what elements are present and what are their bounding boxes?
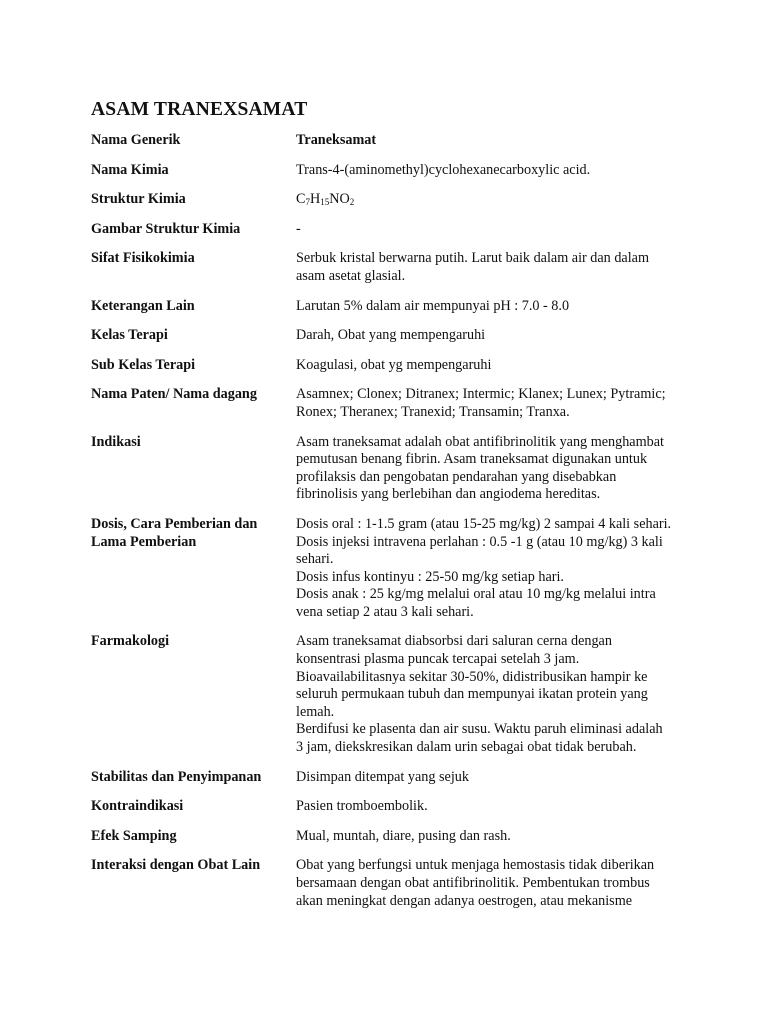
value-line: Koagulasi, obat yg mempengaruhi <box>296 356 492 373</box>
row-value <box>296 769 711 787</box>
row-value <box>296 633 711 756</box>
row-label: Interaksi dengan Obat Lain <box>91 857 261 874</box>
value-line: Dosis anak : 25 kg/mg melalui oral atau 10 mg/kg melalui intra <box>296 586 656 603</box>
row-label: Nama Kimia <box>91 161 169 178</box>
value-line: Asam traneksamat adalah obat antifibrinolitik yang menghambat <box>296 433 664 450</box>
value-line: lemah. <box>296 703 335 720</box>
row-interaksi <box>91 857 711 910</box>
row-label: Farmakologi <box>91 633 170 650</box>
row-label: Dosis, Cara Pemberian dan Lama Pemberian <box>91 515 258 550</box>
row-farmakologi <box>91 633 711 756</box>
row-value <box>296 132 711 150</box>
value-line: Ronex; Theranex; Tranexid; Transamin; Tranxa. <box>296 403 570 420</box>
formula-carbon: C <box>296 191 306 208</box>
value-line: fibrinolisis yang berlebihan dan angiodema hereditas. <box>296 486 601 503</box>
value-line: 3 jam, diekskresikan dalam urin sebagai obat tidak berubah. <box>296 739 637 756</box>
row-label: Keterangan Lain <box>91 297 195 314</box>
row-value <box>296 516 711 622</box>
row-label: Kontraindikasi <box>91 798 184 815</box>
value-line: Asamnex; Clonex; Ditranex; Intermic; Klanex; Lunex; Pytramic; <box>296 386 666 403</box>
row-value <box>296 857 711 910</box>
formula-hydrogen-count: 15 <box>320 197 330 208</box>
value-line: Dosis oral : 1-1.5 gram (atau 15-25 mg/kg) 2 sampai 4 kali sehari. <box>296 515 672 532</box>
row-stabilitas <box>91 769 711 787</box>
row-gambar-struktur <box>91 221 711 239</box>
row-value <box>296 162 711 180</box>
value-line: konsentrasi plasma puncak tercapai setelah 3 jam. <box>296 651 580 668</box>
row-label: Gambar Struktur Kimia <box>91 220 241 237</box>
value-line: Obat yang berfungsi untuk menjaga hemostasis tidak diberikan <box>296 857 655 874</box>
value-line: asam asetat glasial. <box>296 267 406 284</box>
row-indikasi <box>91 434 711 504</box>
value-line: seluruh permukaan tubuh dan mempunyai ikatan protein yang <box>296 686 648 703</box>
row-label: Nama Generik <box>91 132 181 148</box>
row-sifat-fisikokimia <box>91 250 711 285</box>
value-line: Trans-4-(aminomethyl)cyclohexanecarboxylic acid. <box>296 161 591 178</box>
row-label: Sifat Fisikokimia <box>91 250 195 267</box>
value-line: akan meningkat dengan adanya oestrogen, atau mekanisme <box>296 892 633 909</box>
value-line: Darah, Obat yang mempengaruhi <box>296 327 486 344</box>
row-efek-samping <box>91 828 711 846</box>
value-line: - <box>296 220 301 237</box>
value-line: Asam traneksamat diabsorbsi dari saluran cerna dengan <box>296 633 612 650</box>
value-line: Dosis injeksi intravena perlahan : 0.5 -1 g (atau 10 mg/kg) 3 kali <box>296 533 663 550</box>
row-value <box>296 221 711 239</box>
row-sub-kelas-terapi <box>91 357 711 375</box>
row-label: Indikasi <box>91 433 141 450</box>
row-label: Struktur Kimia <box>91 191 186 208</box>
row-value <box>296 250 711 285</box>
value-line: Disimpan ditempat yang sejuk <box>296 768 469 785</box>
value-line: Dosis infus kontinyu : 25-50 mg/kg setiap hari. <box>296 568 564 585</box>
value-line: Traneksamat <box>296 132 377 148</box>
row-kelas-terapi <box>91 327 711 345</box>
row-kontraindikasi <box>91 798 711 816</box>
value-line: Larutan 5% dalam air mempunyai pH : 7.0 - 8.0 <box>296 297 570 314</box>
row-label: Kelas Terapi <box>91 327 168 344</box>
value-line: Serbuk kristal berwarna putih. Larut baik dalam air dan dalam <box>296 250 649 267</box>
formula-hydrogen: H <box>309 191 321 208</box>
row-value <box>296 357 711 375</box>
value-line: Mual, muntah, diare, pusing dan rash. <box>296 827 511 844</box>
value-line: Berdifusi ke plasenta dan air susu. Waktu paruh eliminasi adalah <box>296 721 663 738</box>
row-label: Stabilitas dan Penyimpanan <box>91 768 262 785</box>
row-dosis <box>91 516 711 622</box>
row-value <box>296 434 711 504</box>
chemical-formula <box>296 191 711 209</box>
row-value <box>296 298 711 316</box>
row-value <box>296 828 711 846</box>
formula-rest: NO <box>329 191 350 208</box>
value-line: pemutusan benang fibrin. Asam traneksamat digunakan untuk <box>296 451 648 468</box>
value-line: bersamaan dengan obat antifibrinolitik. Pembentukan trombus <box>296 875 650 891</box>
formula-carbon-count: 7 <box>305 197 310 208</box>
row-value <box>296 327 711 345</box>
row-nama-generik <box>91 132 711 150</box>
value-line: sehari. <box>296 551 334 568</box>
value-line: Bioavailabilitasnya sekitar 30-50%, didistribusikan hampir ke <box>296 668 648 685</box>
row-nama-paten <box>91 386 711 421</box>
monograph-table <box>91 132 711 922</box>
formula-oxygen-count: 2 <box>349 197 355 208</box>
row-value <box>296 386 711 421</box>
row-value <box>296 798 711 816</box>
row-nama-kimia <box>91 162 711 180</box>
row-label: Nama Paten/ Nama dagang <box>91 386 257 403</box>
value-line: vena setiap 2 atau 3 kali sehari. <box>296 603 474 620</box>
row-label: Sub Kelas Terapi <box>91 356 196 373</box>
value-line: Pasien tromboembolik. <box>296 798 428 815</box>
value-line: profilaksis dan pengobatan pendarahan yang disebabkan <box>296 468 617 485</box>
row-label: Efek Samping <box>91 827 177 844</box>
document-title: ASAM TRANEXSAMAT <box>91 99 308 120</box>
row-keterangan-lain <box>91 298 711 316</box>
row-struktur-kimia <box>91 191 711 209</box>
